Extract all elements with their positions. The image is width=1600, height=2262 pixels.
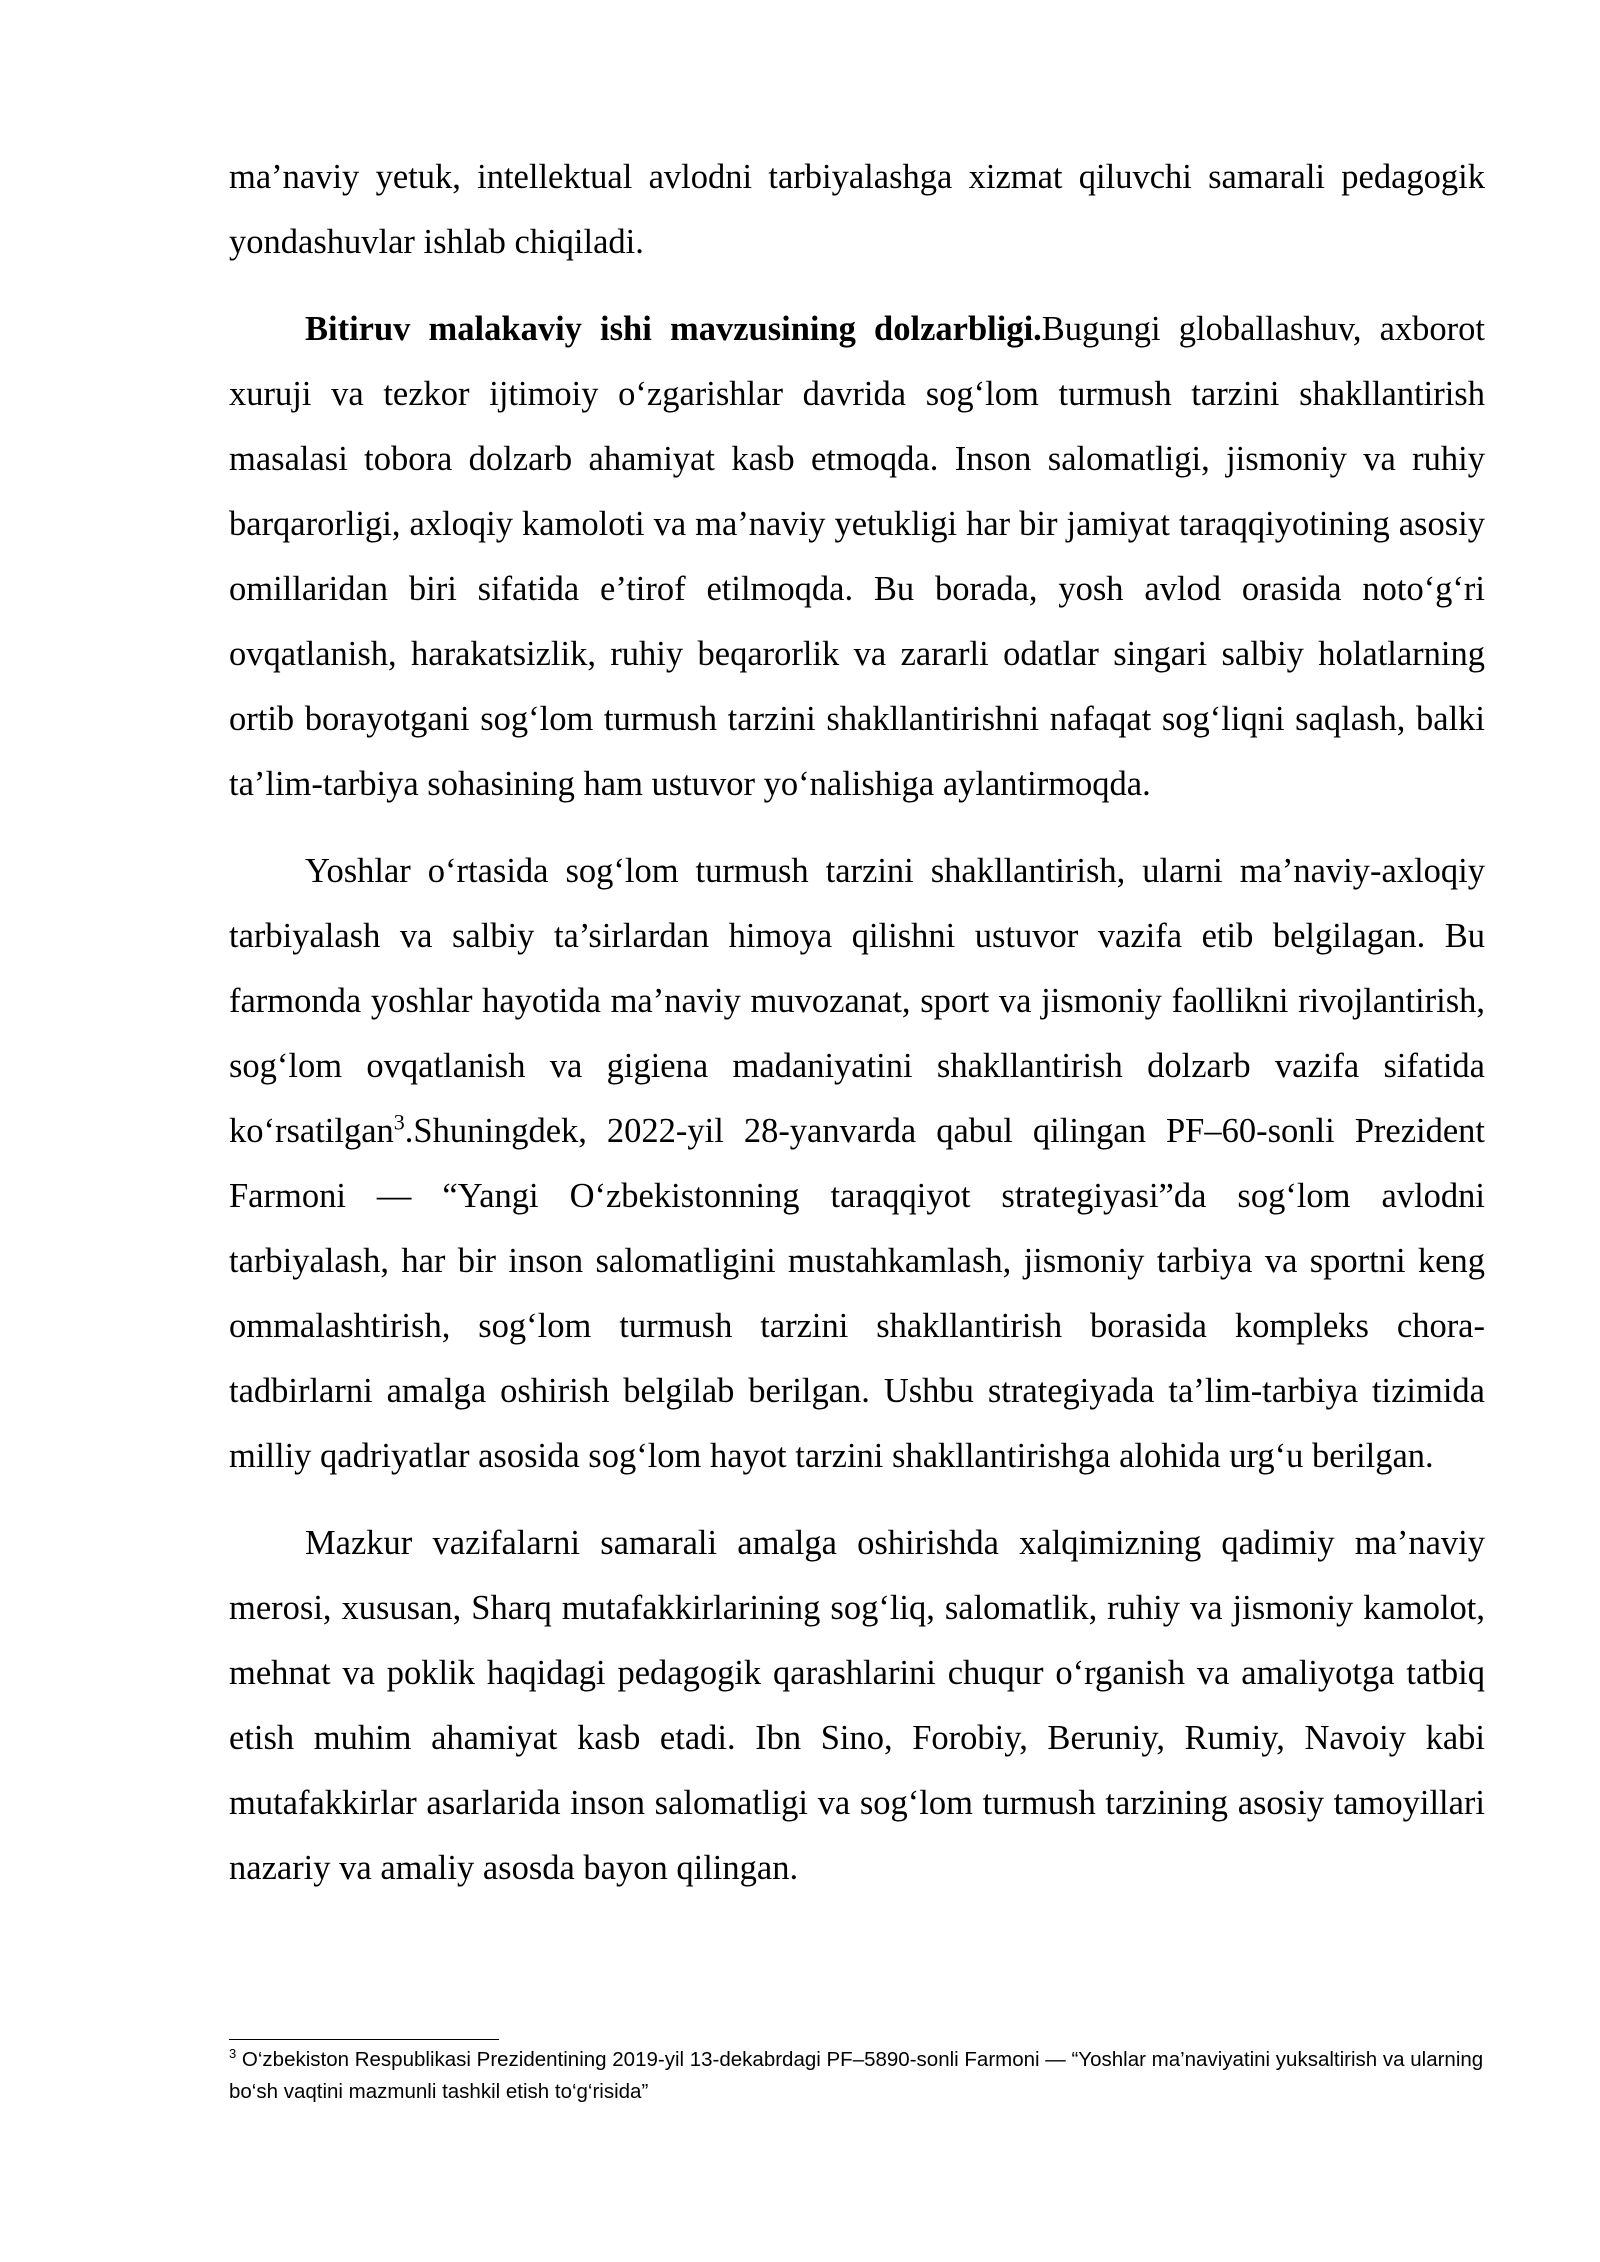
footnote-reference[interactable]: 3	[393, 1109, 405, 1135]
body-text	[229, 145, 1485, 1923]
footnote	[229, 2044, 1485, 2108]
footnote-number: 3	[229, 2046, 237, 2062]
section-heading: Bitiruv malakaviy ishi mavzusining dolzarbligi.	[305, 310, 1042, 348]
paragraph-text: Yoshlar o‘rtasida sog‘lom turmush tarzini shakllantirish, ularni ma’naviy-axloqiy tarbiyalash va salbiy ta’sirlardan himoya qilishni ustuvor vazifa etib belgilagan. Bu farmonda yoshlar hayotida ma’naviy muvozanat, sport va jismoniy faollikni rivojlantirish, sog‘lom ovqatlanish va gigiena madaniyatini shakllantirish dolzarb vazifa sifatida ko‘rsatilgan	[229, 852, 1485, 1150]
paragraph-heritage	[229, 1511, 1485, 1901]
paragraph-continuation	[229, 145, 1485, 275]
paragraph-text: Bugungi globallashuv, axborot xuruji va tezkor ijtimoiy o‘zgarishlar davrida sog‘lom turmush tarzini shakllantirish masalasi tobora dolzarb ahamiyat kasb etmoqda. Inson salomatligi, jismoniy va ruhiy barqarorligi, axloqiy kamoloti va ma’naviy yetukligi har bir jamiyat taraqqiyotining asosiy omillaridan biri sifatida e’tirof etilmoqda. Bu borada, yosh avlod orasida noto‘g‘ri ovqatlanish, harakatsizlik, ruhiy beqarorlik va zararli odatlar singari salbiy holatlarning ortib borayotgani sog‘lom turmush tarzini shakllantirishni nafaqat sog‘liqni saqlash, balki ta’lim-tarbiya sohasining ham ustuvor yo‘nalishiga aylantirmoqda.	[229, 310, 1485, 803]
footnote-separator	[229, 2039, 499, 2040]
paragraph-relevance	[229, 297, 1485, 817]
paragraph-text: .Shuningdek, 2022-yil 28-yanvarda qabul qilingan PF–60-sonli Prezident Farmoni — “Yangi O‘zbekistonning taraqqiyot strategiyasi”da sog‘lom avlodni tarbiyalash, har bir inson salomatligini mustahkamlash, jismoniy tarbiya va sportni keng ommalashtirish, sog‘lom turmush tarzini shakllantirish borasida kompleks chora-tadbirlarni amalga oshirish belgilab berilgan. Ushbu strategiyada ta’lim-tarbiya tizimida milliy qadriyatlar asosida sog‘lom hayot tarzini shakllantirishga alohida urg‘u berilgan.	[229, 1112, 1485, 1475]
footnote-text: O‘zbekiston Respublikasi Prezidentining 2019-yil 13-dekabrdagi PF–5890-sonli Farmoni — “Yoshlar ma’naviyatini yuksaltirish va ularning bo‘sh vaqtini mazmunli tashkil etish to‘g‘risida”	[229, 2048, 1484, 2103]
paragraph-decrees	[229, 839, 1485, 1489]
paragraph-text: Mazkur vazifalarni samarali amalga oshirishda xalqimizning qadimiy ma’naviy merosi, xususan, Sharq mutafakkirlarining sog‘liq, salomatlik, ruhiy va jismoniy kamolot, mehnat va poklik haqidagi pedagogik qarashlarini chuqur o‘rganish va amaliyotga tatbiq etish muhim ahamiyat kasb etadi. Ibn Sino, Forobiy, Beruniy, Rumiy, Navoiy kabi mutafakkirlar asarlarida inson salomatligi va sog‘lom turmush tarzining asosiy tamoyillari nazariy va amaliy asosda bayon qilingan.	[229, 1524, 1485, 1887]
paragraph-text: ma’naviy yetuk, intellektual avlodni tarbiyalashga xizmat qiluvchi samarali pedagogik yondashuvlar ishlab chiqiladi.	[229, 158, 1485, 261]
